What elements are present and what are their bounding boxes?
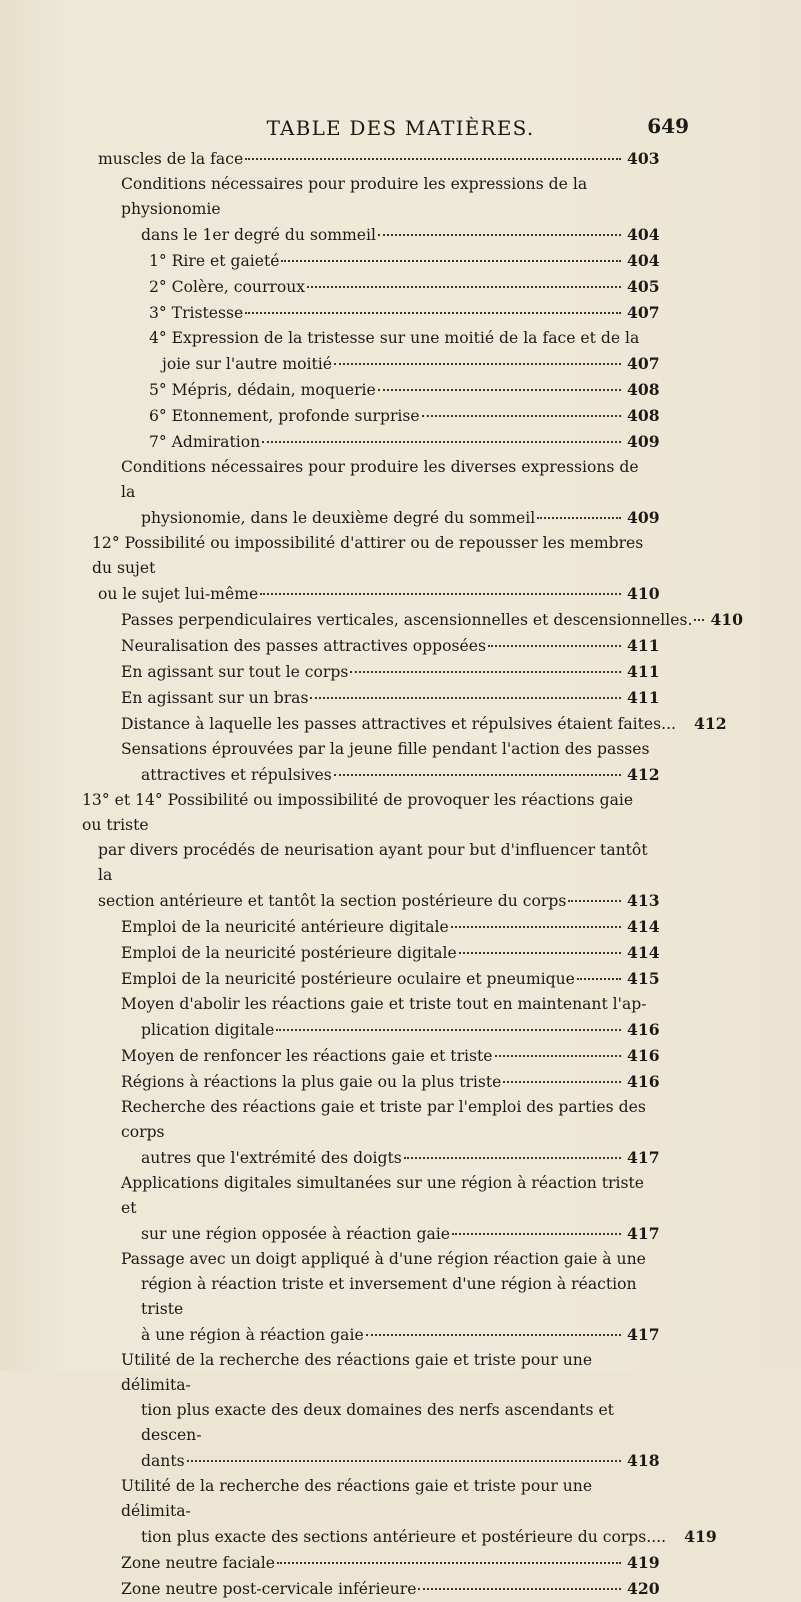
toc-entry-text: Zone neutre faciale [121,1554,275,1572]
toc-entry-text: 1° Rire et gaieté [149,252,280,270]
page-number: 649 [647,114,689,138]
toc-entry [72,326,660,377]
toc-page-number: 409 [627,508,660,527]
toc-entry-text: Emploi de la neuricité antérieure digitale [121,918,449,936]
toc-page-number: 411 [627,662,660,681]
toc-entry-text: Utilité de la recherche des réactions gaie et triste pour une délimita- [121,1351,593,1394]
toc-page-number: 419 [627,1553,660,1572]
toc-entry [72,940,660,966]
toc-entry [72,1576,660,1602]
leader-dots [422,415,621,417]
toc-entry-text-cont: ou le sujet lui-même [98,585,259,603]
leader-dots [694,619,704,621]
toc-entry-text: Moyen de renfoncer les réactions gaie et triste [121,1047,493,1065]
leader-dots [245,158,621,160]
toc-entry-text-cont: tion plus exacte des sections antérieure et postérieure du corps.... [141,1528,667,1546]
toc-entry-text-cont: dans le 1er degré du sommeil [141,226,376,244]
toc-entry-text: Passes perpendiculaires verticales, ascensionnelles et descensionnelles. [121,611,693,629]
leader-dots [495,1055,621,1057]
leader-dots [276,1029,621,1031]
toc-entry [72,172,660,248]
toc-entry-text-cont: autres que l'extrémité des doigts [141,1149,402,1167]
toc-page-number: 414 [627,943,660,962]
toc-entry [72,377,660,403]
toc-entry-text: En agissant sur tout le corps [121,663,349,681]
toc-entry-text: Recherche des réactions gaie et triste par l'emploi des parties des corps [121,1098,646,1141]
toc-entry-text: Emploi de la neuricité postérieure digitale [121,944,457,962]
toc-page-number: 415 [627,969,660,988]
toc-page-number: 417 [627,1224,660,1243]
toc-entry [72,914,660,940]
toc-page-number: 405 [627,277,660,296]
toc-entry-text: Moyen d'abolir les réactions gaie et triste tout en maintenant l'ap- [121,995,647,1013]
toc-entry-text: Passage avec un doigt appliqué à d'une région réaction gaie à une [121,1250,646,1268]
toc-entry-text-cont: sur une région opposée à réaction gaie [141,1225,451,1243]
toc-entry-text-cont: physionomie, dans le deuxième degré du sommeil [141,509,536,527]
toc-entry-text-cont: région à réaction triste et inversement d'une région à réaction triste [141,1275,637,1318]
leader-dots [378,234,621,236]
toc-entry-text-cont: par divers procédés de neurisation ayant pour but d'influencer tantôt la [98,841,648,884]
toc-entry-text-cont: dants [141,1452,185,1470]
toc-entry [72,1069,660,1095]
toc-entry-text: Distance à laquelle les passes attractives et répulsives étaient faites... [121,715,677,733]
toc-page-number: 416 [627,1020,660,1039]
toc-page-number: 416 [627,1046,660,1065]
toc-entry-text: 6° Etonnement, profonde surprise [149,407,420,425]
leader-dots [503,1081,621,1083]
leader-dots [187,1460,621,1462]
toc-page-number: 408 [627,406,660,425]
toc-entry [72,403,660,429]
toc-page-number: 411 [627,636,660,655]
toc-page-number: 413 [627,891,660,910]
toc-entry-text: En agissant sur un bras [121,689,309,707]
toc-page-number: 416 [627,1072,660,1091]
toc-entry-text-cont: plication digitale [141,1021,275,1039]
toc-page-number: 412 [627,765,660,784]
toc-entry [72,685,660,711]
toc-entry-text-cont: attractives et répulsives [141,766,332,784]
toc-page-number: 407 [627,303,660,322]
leader-dots [378,389,621,391]
toc-page-number: 409 [627,432,660,451]
toc-entry-text: Emploi de la neuricité postérieure oculaire et pneumique [121,970,575,988]
toc-entry-text-cont: à une région à réaction gaie [141,1326,364,1344]
toc-entry-text: Applications digitales simultanées sur une région à réaction triste et [121,1174,644,1217]
toc-page-number: 408 [627,380,660,399]
toc-entry [72,1043,660,1069]
leader-dots [577,978,621,980]
toc-entry-text: Conditions nécessaires pour produire les diverses expressions de la [121,458,639,501]
toc-entry [72,1247,660,1348]
toc-entry-text: muscles de la face [98,150,244,168]
toc-entry [72,531,660,607]
leader-dots [568,900,621,902]
toc-page-number: 414 [627,917,660,936]
toc-entry-text-cont: section antérieure et tantôt la section postérieure du corps [98,892,567,910]
table-of-contents [72,146,744,1602]
leader-dots [451,926,621,928]
leader-dots [245,312,621,314]
leader-dots [262,441,621,443]
toc-page-number: 420 [627,1579,660,1598]
toc-entry-text: Régions à réactions la plus gaie ou la plus triste [121,1073,502,1091]
toc-entry-text: 3° Tristesse [149,304,244,322]
toc-entry [72,1095,660,1171]
toc-page-number: 403 [627,149,660,168]
toc-entry [72,146,660,172]
toc-entry [72,711,727,737]
running-header-title: TABLE DES MATIÈRES. [266,116,535,140]
leader-dots [404,1157,621,1159]
leader-dots [334,774,621,776]
leader-dots [334,363,621,365]
toc-entry-text: 4° Expression de la tristesse sur une moitié de la face et de la [149,329,640,347]
toc-entry [72,1171,660,1247]
toc-entry [72,274,660,300]
leader-dots [459,952,621,954]
toc-page-number: 412 [694,714,727,733]
toc-page-number: 418 [627,1451,660,1470]
leader-dots [277,1562,621,1564]
toc-page-number: 417 [627,1148,660,1167]
toc-page-number: 417 [627,1325,660,1344]
toc-entry [72,737,660,788]
toc-entry-text: Utilité de la recherche des réactions gaie et triste pour une délimita- [121,1477,593,1520]
toc-entry-text: Neuralisation des passes attractives opposées [121,637,486,655]
toc-page-number: 404 [627,225,660,244]
leader-dots [488,645,621,647]
toc-entry-text-cont: joie sur l'autre moitié [162,355,333,373]
leader-dots [307,286,621,288]
toc-entry [72,992,660,1043]
leader-dots [310,697,621,699]
toc-entry [72,966,660,992]
toc-entry [72,429,660,455]
leader-dots [537,517,621,519]
toc-page-number: 404 [627,251,660,270]
toc-page-number: 419 [684,1527,717,1546]
toc-entry-text: 7° Admiration [149,433,261,451]
leader-dots [452,1233,621,1235]
toc-entry [72,455,660,531]
toc-page-number: 407 [627,354,660,373]
toc-entry-text: 2° Colère, courroux [149,278,306,296]
toc-entry-text: 12° Possibilité ou impossibilité d'attirer ou de repousser les membres du sujet [92,534,644,577]
toc-entry [72,300,660,326]
leader-dots [418,1588,621,1590]
leader-dots [281,260,621,262]
toc-entry [72,607,744,633]
toc-entry [72,1348,660,1474]
leader-dots [350,671,621,673]
toc-page-number: 410 [710,610,744,629]
toc-entry [72,659,660,685]
leader-dots [366,1334,621,1336]
toc-entry-text: 13° et 14° Possibilité ou impossibilité de provoquer les réactions gaie ou triste [82,791,634,834]
toc-entry [72,248,660,274]
toc-entry-text: Sensations éprouvées par la jeune fille pendant l'action des passes [121,740,650,758]
toc-entry-text: 5° Mépris, dédain, moquerie [149,381,376,399]
toc-entry-text: Conditions nécessaires pour produire les expressions de la physionomie [121,175,588,218]
toc-page-number: 411 [627,688,660,707]
toc-entry [72,788,660,914]
leader-dots [260,593,621,595]
toc-entry [72,633,660,659]
toc-entry [72,1550,660,1576]
toc-entry-text: Zone neutre post-cervicale inférieure [121,1580,417,1598]
toc-entry-text-cont: tion plus exacte des deux domaines des nerfs ascendants et descen- [141,1401,614,1444]
toc-page-number: 410 [627,584,660,603]
toc-entry [72,1474,717,1550]
